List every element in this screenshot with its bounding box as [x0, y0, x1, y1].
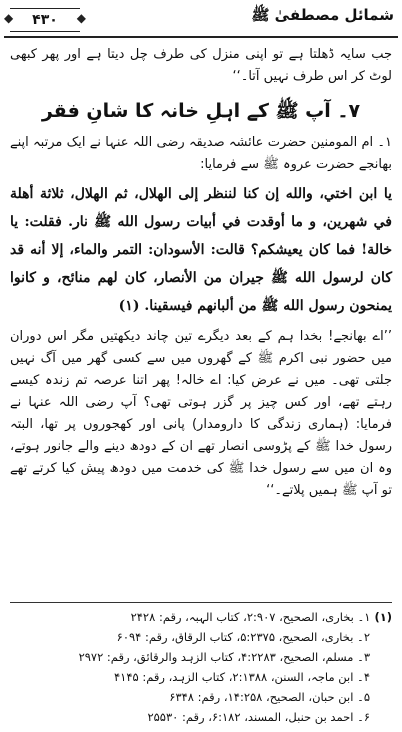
arabic-hadith-text: يا ابن اختي، والله إن كنا لننظر إلى الهلال، ثم الهلال، ثلاثة أهلة في شهرين، و ما أوقدت في أبيات رسول الله ﷺ نار. فقلت: يا خالة! فما كان يعيشكم؟ قالت: الأسودان: التمر والماء، إلا أنه قد كان لرسول الله ﷺ جيران من الأنصار، كان لهم منائح، و كانوا يمنحون رسول الله ﷺ من ألبانهم فيسقينا. [10, 186, 392, 314]
running-title: شمائل مصطفیٰ ﷺ [251, 6, 394, 24]
page-header [4, 2, 398, 38]
intro-paragraph: جب سایہ ڈھلتا ہے تو اپنی منزل کی طرف چل دیتا ہے اور پھر کبھی لوٹ کر اس طرف نہیں آتا۔‘‘ [10, 47, 392, 84]
footnote-item: ۳۔ مسلم، الصحیح، ۴:۲۲۸۳، کتاب الزہد والرقائق، رقم: ۲۹۷۲ [78, 650, 370, 664]
footnote-item [10, 607, 392, 627]
footnotes [10, 602, 392, 727]
arabic-hadith [10, 180, 392, 320]
footnote-item: ۴۔ ابن ماجہ، السنن، ۲:۱۳۸۸، کتاب الزہد، رقم: ۴۱۴۵ [113, 670, 370, 684]
urdu-translation: ’’اے بھانجے! بخدا ہم کے بعد دیگرے تین چاند دیکھتیں مگر اس دوران میں حضور نبی اکرم ﷺ کے گھروں میں سے کسی گھر میں آگ نہیں جلتی تھی۔ میں نے عرض کیا: اے خالہ! پھر اتنا عرصہ تم زندہ کیسے رہتے تھے، اور کس چیز پر گزر ہوتی تھی؟ آپ رضی اللہ عنہا نے فرمایا: (ہماری زندگی کا دارومدار) پانی اور کھجوروں پر تھا، البتہ رسول خدا ﷺ کے پڑوسی انصار تھے ان کے دودھ دینے والے جانور ہوتے، وہ ان میں سے رسول خدا ﷺ کی خدمت میں دودھ پیش کیا کرتے تھے تو آپ ﷺ ہمیں پلاتے۔‘‘ [10, 329, 392, 498]
section-heading: ۷۔ آپ ﷺ کے اہلِ خانہ کا شانِ فقر [41, 100, 361, 122]
page-number: ◆ ۴۳۰ [32, 12, 58, 28]
footnote-marker: (۱) [374, 610, 392, 624]
footnote-reference[interactable]: (۱) [118, 298, 140, 314]
page-number-ornament [10, 8, 80, 32]
footnote-text: ۱۔ بخاری، الصحیح، ۲:۹۰۷، کتاب الہبہ، رقم: ۲۴۲۸ [130, 610, 371, 624]
page-body [10, 44, 392, 502]
hadith-intro: ۱۔ ام المومنین حضرت عائشہ صدیقہ رضی اللہ عنہا نے ایک مرتبہ اپنے بھانجے حضرت عروہ ﷺ سے فرمایا: [10, 135, 392, 172]
footnote-item: ۶۔ احمد بن حنبل، المسند، ۶:۱۸۲، رقم: ۲۵۵۳۰ [147, 710, 370, 724]
footnote-item: ۲۔ بخاری، الصحیح، ۵:۲۳۷۵، کتاب الرقاق، رقم: ۶۰۹۴ [116, 630, 370, 644]
footnote-item: ۵۔ ابن حبان، الصحیح، ۱۴:۲۵۸، رقم: ۶۳۴۸ [169, 690, 370, 704]
